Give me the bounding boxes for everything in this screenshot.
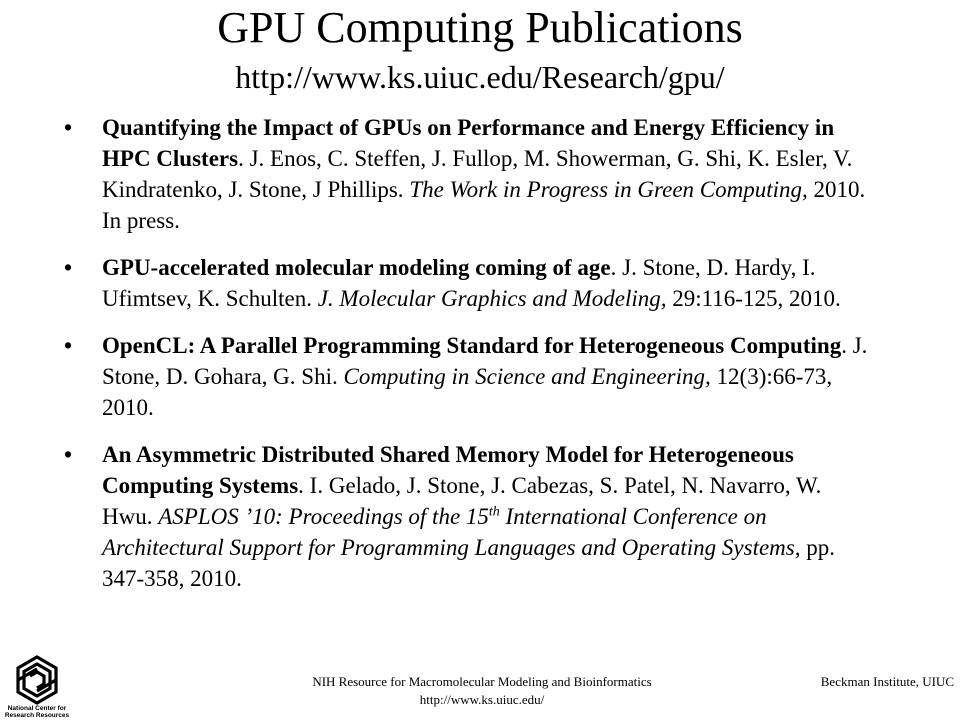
footer-institute: Beckman Institute, UIUC [820, 674, 954, 689]
publication-list [60, 112, 870, 610]
publication-title: GPU-accelerated molecular modeling coming of age [102, 255, 611, 280]
publication-authors: . J. Enos, C. Steffen, J. Fullop, M. Showerman, G. Shi, K. Esler, V. Kindratenko, J. Stone, J Phillips. [102, 146, 853, 202]
venue-text: ASPLOS ’10: Proceedings of the 15 [158, 504, 489, 529]
publication-details: 2010. In press. [102, 177, 866, 233]
bullet-icon: • [64, 442, 73, 467]
publication-details: pp. 347-358, 2010. [102, 535, 835, 591]
publication-details: 12(3):66-73, 2010. [102, 364, 833, 420]
ncrr-logo [4, 652, 70, 718]
publication-authors: . J. Stone, D. Hardy, I. Ufimtsev, K. Schulten. [102, 255, 816, 311]
publication-title: An Asymmetric Distributed Shared Memory Model for Heterogeneous Computing Systems [102, 442, 794, 498]
logo-text-line2: Research Resources [4, 712, 70, 718]
research-url[interactable]: http://www.ks.uiuc.edu/Research/gpu/ [235, 59, 725, 95]
publication-venue: Computing in Science and Engineering, [343, 364, 711, 389]
publication-authors: . I. Gelado, J. Stone, J. Cabezas, S. Patel, N. Navarro, W. Hwu. [102, 473, 822, 529]
footer-resource-name: NIH Resource for Macromolecular Modeling and Bioinformatics [312, 674, 652, 689]
slide-title: GPU Computing Publications [217, 3, 743, 52]
bullet-icon: • [64, 333, 73, 358]
publication-venue [102, 504, 801, 560]
publication-venue: The Work in Progress in Green Computing, [409, 177, 808, 202]
footer-url[interactable]: http://www.ks.uiuc.edu/ [419, 692, 545, 707]
logo-text-line1: National Center for [7, 705, 67, 712]
bullet-icon: • [64, 255, 73, 280]
publication-item [60, 330, 870, 423]
publication-details: 29:116-125, 2010. [666, 286, 841, 311]
publication-item [60, 252, 870, 314]
publication-title: Quantifying the Impact of GPUs on Performance and Energy Efficiency in HPC Clusters [102, 115, 835, 171]
publication-item [60, 112, 870, 236]
publication-title: OpenCL: A Parallel Programming Standard for Heterogeneous Computing [102, 333, 842, 358]
publication-venue: J. Molecular Graphics and Modeling, [317, 286, 667, 311]
venue-text-rest: International Conference on Architectural Support for Programming Languages and Operating Systems, [102, 504, 801, 560]
publication-item [60, 439, 870, 594]
publication-authors: . J. Stone, D. Gohara, G. Shi. [102, 333, 868, 389]
footer-center [262, 673, 702, 709]
ordinal-suffix: th [488, 504, 500, 520]
bullet-icon: • [64, 115, 73, 140]
